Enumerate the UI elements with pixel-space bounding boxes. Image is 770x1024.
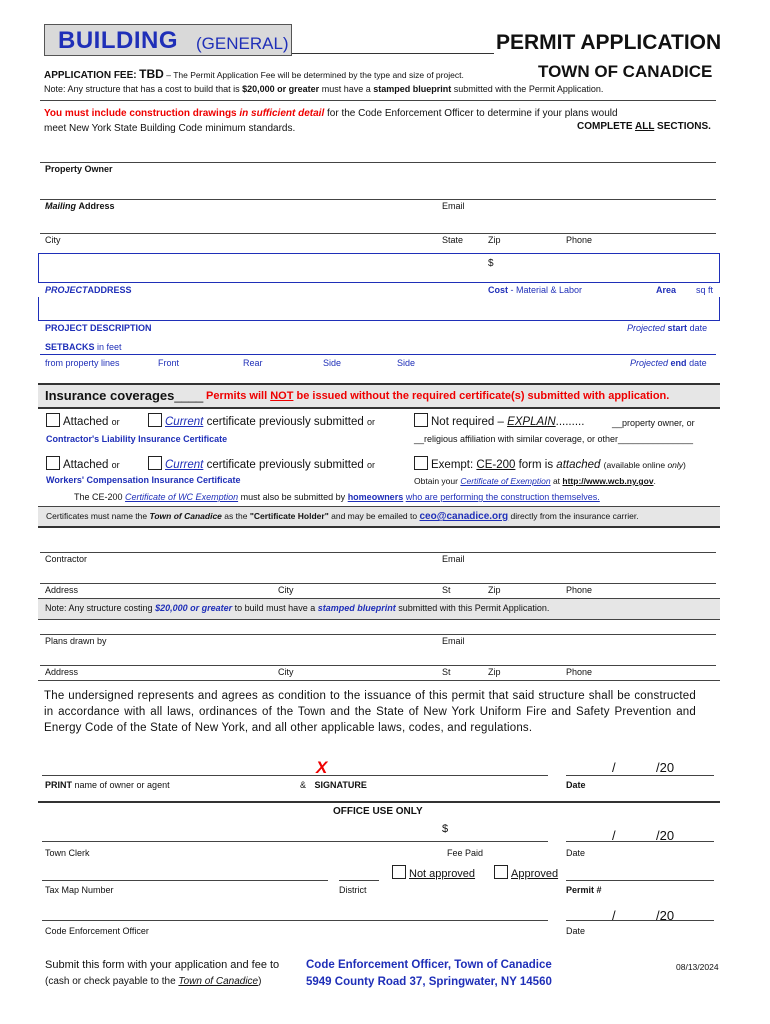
mailing-address-label: Mailing Address	[45, 201, 115, 211]
mailing-address-field[interactable]	[40, 233, 716, 234]
contractor-address-field[interactable]	[40, 583, 716, 584]
from-property-lines-label: from property lines	[45, 358, 120, 368]
plans-drawn-by-label: Plans drawn by	[45, 636, 107, 646]
checkbox[interactable]	[414, 456, 428, 470]
checkbox[interactable]	[46, 456, 60, 470]
ceo-address-line-2: 5949 County Road 37, Springwater, NY 14560	[306, 976, 552, 988]
fee-dollar: $	[442, 823, 449, 835]
checkbox[interactable]	[494, 865, 508, 879]
contractor-field[interactable]	[40, 552, 716, 553]
rear-setback-label: Rear	[243, 358, 263, 368]
town-name: TOWN OF CANADICE	[538, 62, 713, 81]
project-address-label: PROJECTADDRESS	[45, 285, 132, 295]
project-description-field[interactable]	[38, 297, 720, 321]
header-rule	[292, 53, 494, 54]
owner-phone-label: Phone	[566, 235, 593, 245]
not-required-option[interactable]: Not required – EXPLAIN.........	[414, 413, 584, 428]
ceo-address-line-1: Code Enforcement Officer, Town of Canadice	[306, 959, 552, 971]
signature-date-field[interactable]	[566, 775, 714, 776]
signature-field[interactable]	[42, 775, 548, 776]
rule	[38, 407, 720, 409]
project-address-field[interactable]	[38, 253, 720, 283]
religious-option[interactable]: __religious affiliation with similar coverage, or other_______________	[414, 434, 694, 444]
submit-instructions: Submit this form with your application and fee to	[45, 959, 280, 971]
plans-address-field[interactable]	[40, 665, 716, 666]
contractor-address-label: Address	[45, 585, 79, 595]
certificate-holder-note: Certificates must name the Town of Canadice as the "Certificate Holder" and may be emailed to ceo@canadice.org directly from the insurance carrier.	[46, 511, 639, 522]
contractor-liability-cert-label: Contractor's Liability Insurance Certificate	[46, 434, 228, 444]
office-date-label: Date	[566, 848, 586, 858]
office-use-title: OFFICE USE ONLY	[333, 806, 423, 817]
town-clerk-label: Town Clerk	[45, 848, 90, 858]
obtain-exemption-note: Obtain your Certificate of Exemption at http://www.wcb.ny.gov.	[414, 476, 656, 486]
cost-dollar: $	[488, 258, 494, 269]
ceo-email-link[interactable]: ceo@canadice.org	[419, 511, 509, 522]
side-setback-label-1: Side	[323, 358, 342, 368]
project-description-label: PROJECT DESCRIPTION	[45, 323, 152, 333]
not-approved-option[interactable]: Not approved	[392, 865, 475, 880]
ceo-label: Code Enforcement Officer	[45, 926, 149, 936]
owner-state-label: State	[442, 235, 464, 245]
tax-map-label: Tax Map Number	[45, 885, 114, 895]
rule	[38, 619, 720, 620]
insurance-warning: Permits will NOT be issued without the required certificate(s) submitted with application.	[206, 390, 670, 402]
signature-label: & SIGNATURE	[300, 780, 367, 790]
contractor-blueprint-note: Note: Any structure costing $20,000 or greater to build must have a stamped blueprint submitted with this Permit Application.	[45, 603, 550, 613]
start-date-label: Projected start date	[627, 323, 708, 333]
office-date-year: /20	[656, 828, 675, 843]
permit-application-title: PERMIT APPLICATION	[496, 31, 722, 54]
rule	[40, 100, 716, 101]
rule	[40, 162, 716, 163]
office-date-slash: /	[612, 828, 616, 843]
tax-map-field[interactable]	[42, 880, 328, 881]
area-label: Area	[656, 285, 677, 295]
workers-attached-option[interactable]: Attached or	[46, 456, 120, 471]
property-owner-label: Property Owner	[45, 164, 113, 174]
form-subtitle: (GENERAL)	[196, 34, 289, 53]
plans-phone-label: Phone	[566, 667, 593, 677]
property-owner-field[interactable]	[40, 199, 716, 200]
plans-email-label: Email	[442, 636, 465, 646]
sqft-label: sq ft	[696, 285, 714, 295]
district-field[interactable]	[339, 880, 379, 881]
plans-st-label: St	[442, 667, 451, 677]
complete-all-sections: COMPLETE ALL SECTIONS.	[577, 121, 711, 132]
checkbox[interactable]	[414, 413, 428, 427]
town-clerk-field[interactable]	[42, 841, 548, 842]
checkbox[interactable]	[46, 413, 60, 427]
contractor-st-label: St	[442, 585, 451, 595]
checkbox[interactable]	[392, 865, 406, 879]
drawings-notice: You must include construction drawings in sufficient detail for the Code Enforcement Officer to determine if your plans would meet New York State Building Code minimum standards.	[44, 108, 618, 134]
signature-date-label: Date	[566, 780, 586, 790]
setbacks-field[interactable]	[40, 354, 716, 355]
liability-attached-option[interactable]: Attached or	[46, 413, 120, 428]
liability-current-option[interactable]: Current certificate previously submitted or	[148, 413, 375, 428]
owner-zip-label: Zip	[488, 235, 501, 245]
owner-email-label: Email	[442, 201, 465, 211]
front-setback-label: Front	[158, 358, 180, 368]
fee-paid-label: Fee Paid	[447, 848, 484, 858]
ceo-date-year: /20	[656, 908, 675, 923]
cost-label: Cost - Material & Labor	[488, 285, 583, 295]
ceo-date-label: Date	[566, 926, 586, 936]
blueprint-note: Note: Any structure that has a cost to build that is $20,000 or greater must have a stamped blueprint submitted with the Permit Application.	[44, 84, 604, 94]
checkbox[interactable]	[148, 456, 162, 470]
date-slash: /	[612, 760, 616, 775]
form-revision-date: 08/13/2024	[676, 962, 719, 972]
approved-option[interactable]: Approved	[494, 865, 558, 880]
signature-x-mark: X	[316, 758, 328, 777]
workers-comp-cert-label: Workers' Compensation Insurance Certificate	[46, 475, 241, 485]
end-date-label: Projected end date	[630, 358, 707, 368]
ceo-date-slash: /	[612, 908, 616, 923]
contractor-email-label: Email	[442, 554, 465, 564]
office-date-field[interactable]	[566, 841, 714, 842]
rule	[38, 680, 720, 681]
side-setback-label-2: Side	[397, 358, 416, 368]
setbacks-label: SETBACKS in feet	[45, 342, 122, 352]
agreement-text: The undersigned represents and agrees as condition to the issuance of this permit that said structure shall be constructed in accordance with all laws, ordinances of the Town and the State of New York Uniform Fire and Safety Prevention and Energy Code of the State of New York, and all other applicable laws, codes, and regulations.	[44, 690, 696, 734]
exempt-option[interactable]: Exempt: CE-200 form is attached (available online only)	[414, 456, 686, 471]
insurance-heading: Insurance coverages____	[45, 388, 204, 403]
owner-city-label: City	[45, 235, 61, 245]
form-title: BUILDING	[58, 27, 178, 54]
contractor-zip-label: Zip	[488, 585, 501, 595]
plans-address-label: Address	[45, 667, 79, 677]
contractor-city-label: City	[278, 585, 294, 595]
district-label: District	[339, 885, 367, 895]
plans-zip-label: Zip	[488, 667, 501, 677]
print-name-label: PRINT name of owner or agent	[45, 780, 170, 790]
ce200-note: The CE-200 Certificate of WC Exemption must also be submitted by homeowners who are performing the construction themselves.	[74, 492, 600, 502]
rule	[38, 526, 720, 528]
workers-current-option[interactable]: Current certificate previously submitted or	[148, 456, 375, 471]
permit-number-label: Permit #	[566, 885, 602, 895]
contractor-label: Contractor	[45, 554, 88, 564]
permit-number-field[interactable]	[566, 880, 714, 881]
payable-note: (cash or check payable to the Town of Canadice)	[45, 976, 262, 987]
wcb-link[interactable]: http://www.wcb.ny.gov	[562, 476, 654, 486]
rule	[38, 801, 720, 803]
plans-drawn-by-field[interactable]	[40, 634, 716, 635]
date-year: /20	[656, 760, 675, 775]
ceo-date-field[interactable]	[566, 920, 714, 921]
checkbox[interactable]	[148, 413, 162, 427]
plans-city-label: City	[278, 667, 294, 677]
contractor-phone-label: Phone	[566, 585, 593, 595]
fee-line: APPLICATION FEE: TBD – The Permit Application Fee will be determined by the type and size of project.	[44, 67, 464, 81]
property-owner-option[interactable]: __property owner, or	[612, 418, 695, 428]
ceo-signature-field[interactable]	[42, 920, 548, 921]
